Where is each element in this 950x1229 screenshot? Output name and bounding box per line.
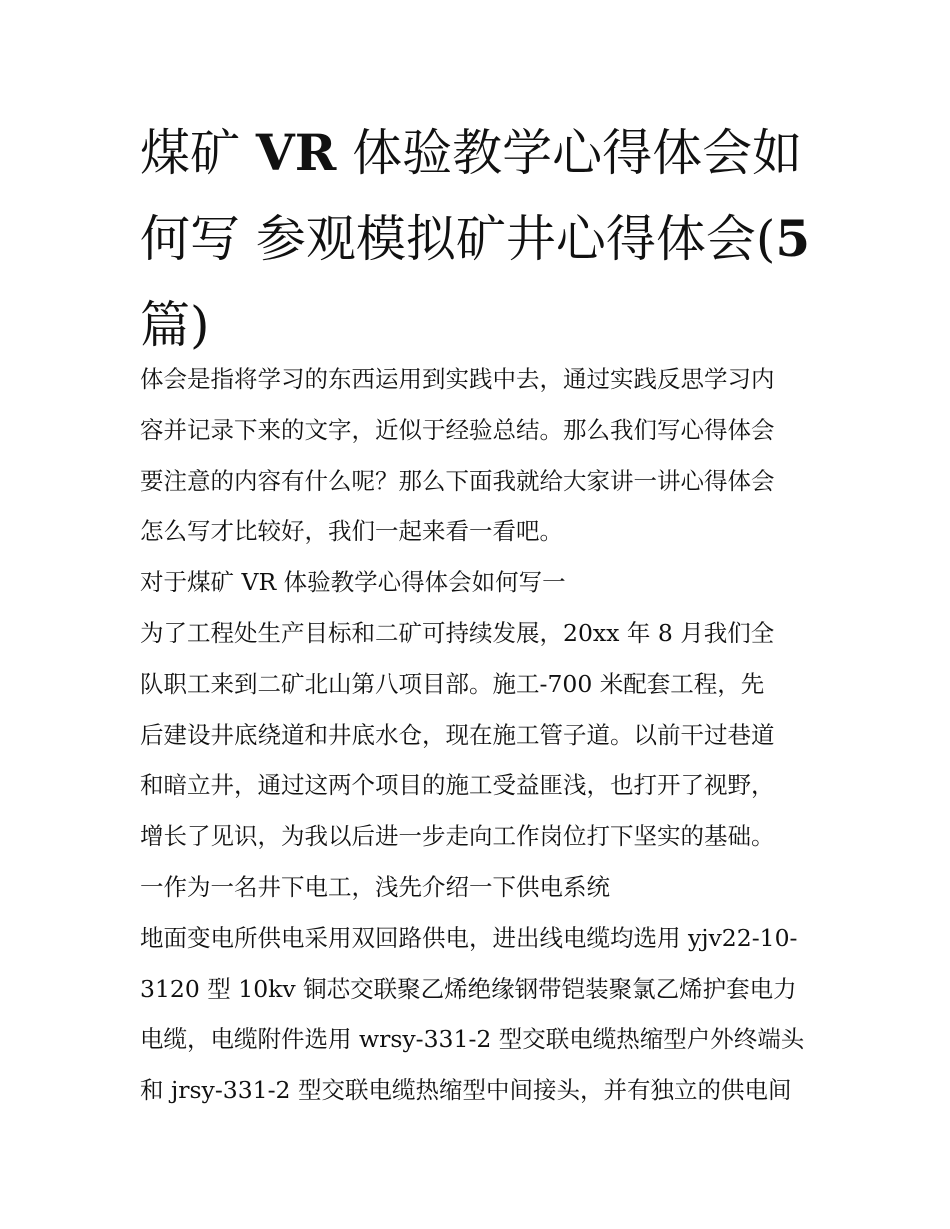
body-line: 要注意的内容有什么呢？那么下面我就给大家讲一讲心得体会: [140, 466, 775, 495]
document-body: [140, 354, 830, 1116]
title-line-3: 篇): [140, 296, 210, 354]
body-line: 为了工程处生产目标和二矿可持续发展，20xx 年 8 月我们全: [140, 618, 775, 647]
body-line: 3120 型 10kv 铜芯交联聚乙烯绝缘钢带铠装聚氯乙烯护套电力: [140, 974, 797, 1003]
body-line: 容并记录下来的文字，近似于经验总结。那么我们写心得体会: [140, 415, 775, 444]
body-line: 体会是指将学习的东西运用到实践中去，通过实践反思学习内: [140, 365, 775, 393]
document-title: [140, 110, 830, 368]
title-line-1: 煤矿 VR 体验教学心得体会如: [140, 123, 803, 182]
section-heading: 一作为一名井下电工，浅先介绍一下供电系统: [140, 872, 610, 901]
body-line: 后建设井底绕道和井底水仓，现在施工管子道。以前干过巷道: [140, 720, 775, 749]
body-line: 地面变电所供电采用双回路供电，进出线电缆均选用 yjv22-10-: [140, 923, 798, 952]
title-line-2: 何写 参观模拟矿井心得体会(5: [140, 209, 811, 268]
body-line: 队职工来到二矿北山第八项目部。施工-700 米配套工程，先: [140, 669, 765, 698]
body-line: 和 jrsy-331-2 型交联电缆热缩型中间接头，并有独立的供电间: [140, 1076, 792, 1105]
body-line: 和暗立井，通过这两个项目的施工受益匪浅，也打开了视野，: [140, 771, 775, 800]
body-line: 电缆，电缆附件选用 wrsy-331-2 型交联电缆热缩型户外终端头: [140, 1025, 805, 1054]
body-line: 增长了见识，为我以后进一步走向工作岗位打下坚实的基础。: [140, 822, 775, 851]
body-line: 怎么写才比较好，我们一起来看一看吧。: [140, 517, 563, 546]
section-heading: 对于煤矿 VR 体验教学心得体会如何写一: [140, 568, 566, 597]
